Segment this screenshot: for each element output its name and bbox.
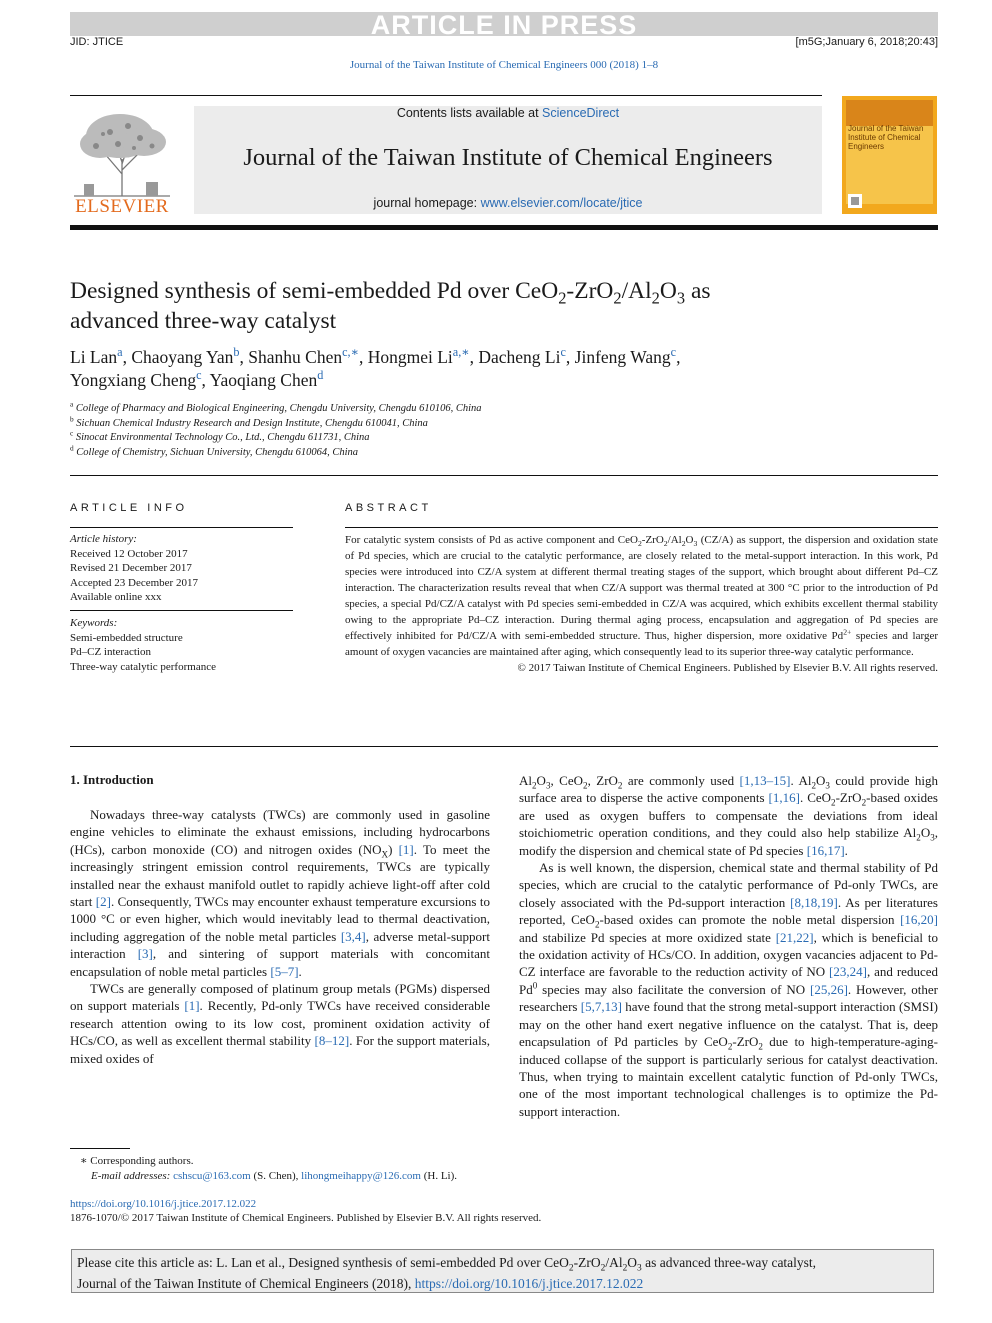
intro-left-column: Nowadays three-way catalysts (TWCs) are commonly used in gasoline engine vehicles to eliminate the exhaust emissions, including hydrocarbons (HCs), carbon monoxide (CO) and nitrogen oxides $(NO_X)$ [1]. To meet the increasingly stringent emission control requirements, TWCs are typically installed near the exhaust manifold outlet to rapidly achieve light-off after cold start [2]. Consequently, TWCs may encounter exhaust temperature excursions to 1000 °C or even higher, which would inevitably lead to thermal deactivation, including aggregation of the noble metal particles [3,4], adverse metal-support interaction [3], and sintering of support materials with concomitant encapsulation of noble metal particles [5–7]. TWCs are generally composed of platinum group metals (PGMs) dispersed on support materials [1]. Recently, Pd-only TWCs have received considerable research attention owing to its low cost, prominent oxidation activity of HCs/CO, as well as excellent thermal stability [8–12]. For the support materials, mixed oxides of <box>70 807 490 1066</box>
author[interactable]: Li Lan$^a$ <box>70 345 123 367</box>
author[interactable]: Shanhu Chen$^{c,∗}$ <box>248 345 359 367</box>
email-link[interactable]: cshscu@163.com <box>173 1170 251 1182</box>
abstract-bottom-rule <box>70 746 938 747</box>
reference-link[interactable]: [16,17] <box>806 842 845 858</box>
author[interactable]: Yaoqiang Chen$^d$ <box>209 368 324 390</box>
reference-link[interactable]: [1] <box>184 998 200 1014</box>
article-history: Article history: Received 12 October 2017 Revised 21 December 2017 Accepted 23 December 2017 Available online xxx <box>70 533 198 604</box>
citation-doi-link[interactable]: https://doi.org/10.1016/j.jtice.2017.12.022 <box>414 1276 644 1291</box>
author[interactable]: Yongxiang Cheng$^c$ <box>70 368 202 390</box>
abstract-heading: ABSTRACT <box>345 502 432 514</box>
email-link[interactable]: lihongmeihappy@126.com <box>301 1170 421 1182</box>
author[interactable]: Jinfeng Wang$^c$ <box>574 345 677 367</box>
article-info-rule <box>70 527 293 528</box>
author[interactable]: Dacheng Li$^c$ <box>478 345 566 367</box>
cover-title: Journal of the Taiwan Institute of Chemical Engineers <box>848 124 924 151</box>
affiliation: $^c$ Sinocat Environmental Technology Co., Ltd., Chengdu 611731, China <box>70 428 370 443</box>
reference-link[interactable]: [2] <box>95 894 111 910</box>
author-list: Li Lan$^a$, Chaoyang Yan$^b$, Shanhu Chen$^{c,∗}$, Hongmei $Li^{a,∗}$, Dacheng Li$^c$, Jinfeng Wang$^c$, Yongxiang Cheng$^c$, Yaoqiang Chen$^d$ <box>70 345 681 390</box>
contents-line: Contents lists available at ScienceDirect <box>396 106 620 120</box>
author[interactable]: Hongmei $Li^{a,∗}$ <box>367 345 470 367</box>
reference-link[interactable]: [1] <box>398 841 414 857</box>
affiliation: $^d$ College of Chemistry, Sichuan University, Chengdu 610064, China <box>70 443 359 458</box>
issn-copyright: 1876-1070/© 2017 Taiwan Institute of Chemical Engineers. Published by Elsevier B.V. All rights reserved. <box>70 1212 542 1224</box>
email-addresses: E-mail addresses: cshscu@163.com (S. Chen), lihongmeihappy@126.com (H. Li). <box>91 1170 458 1182</box>
reference-link[interactable]: [8–12] <box>314 1033 350 1049</box>
reference-link[interactable]: [3,4] <box>340 928 366 944</box>
doi-link[interactable]: https://doi.org/10.1016/j.jtice.2017.12.022 <box>70 1198 257 1210</box>
intro-right-column: $Al_2O_3$, CeO$_2$, ZrO$_2$ are commonly used [1,13–15]. $Al_2O_3$ could provide high surface area to disperse the active components [1,16]. CeO$_2$-ZrO$_2$-based oxides are used as oxygen buffers to compensate the deviations from ideal stoichiometric operation conditions, and they could also help stabilize $Al_2O_3$, modify the dispersion and chemical state of Pd species [16,17]. As is well known, the dispersion, chemical state and thermal stability of Pd species, which are crucial to the catalytic performance of Pd-only TWCs, are closely associated with the Pd-support interaction [8,18,19]. As per literatures reported, CeO$_2$-based oxides can promote the noble metal dispersion [16,20] and stabilize Pd species at more oxidized state [21,22], which is beneficial to the oxidation activity of HCs/CO. In addition, oxygen vacancies adjacent to Pd-CZ interface are favorable to the reduction activity of NO [23,24], and reduced Pd$^0$ species may also facilitate the conversion of NO [25,26]. However, other researchers [5,7,13] have found that the strong metal-support interaction (SMSI) may on the other hand exert negative influence on the catalyst. That is, deep encapsulation of Pd particles by CeO$_2$-ZrO$_2$ due to high-temperature-aging-induced collapse of the support is particularly serious for catalyst deactivation. Thus, when trying to maintain excellent catalytic function of Pd-only TWCs, one of the most important technological challenges is to optimize the Pd-support interaction. <box>519 773 939 1119</box>
journal-cover-thumbnail[interactable] <box>842 96 937 214</box>
article-in-press-banner: ARTICLE IN PRESS <box>70 12 938 36</box>
sciencedirect-link[interactable]: ScienceDirect <box>542 106 620 120</box>
masthead-rule <box>70 225 938 230</box>
footnote-rule <box>70 1148 130 1149</box>
keywords-rule <box>70 610 293 611</box>
homepage-line: journal homepage: www.elsevier.com/locate/jtice <box>373 196 643 210</box>
journal-masthead <box>194 106 822 214</box>
author[interactable]: Chaoyang Yan$^b$ <box>131 345 240 367</box>
jid-label: JID: JTICE <box>70 36 124 48</box>
article-title: Designed synthesis of semi-embedded Pd over $CeO_2-ZrO_2/Al_2O_3$ as advanced three-way catalyst <box>70 278 711 334</box>
elsevier-logo[interactable] <box>70 104 174 218</box>
affiliations <box>70 399 770 460</box>
reference-link[interactable]: [16,20] <box>900 912 939 928</box>
reference-link[interactable]: [21,22] <box>775 929 814 945</box>
affiliation: $^a$ College of Pharmacy and Biological Engineering, Chengdu University, Chengdu 610106, China <box>70 399 482 414</box>
introduction-heading: 1. Introduction <box>70 772 154 787</box>
header-rule <box>70 95 822 96</box>
affiliation: $^b$ Sichuan Chemical Industry Research and Design Institute, Chengdu 610041, China <box>70 414 428 429</box>
reference-link[interactable]: [1,16] <box>768 790 800 806</box>
reference-link[interactable]: [25,26] <box>810 981 848 997</box>
homepage-link[interactable]: www.elsevier.com/locate/jtice <box>480 196 643 210</box>
reference-link[interactable]: [5–7] <box>270 963 299 979</box>
elsevier-wordmark: ELSEVIER <box>75 196 169 217</box>
keywords: Keywords: Semi-embedded structure Pd–CZ interaction Three-way catalytic performance <box>70 617 216 673</box>
journal-citation-line[interactable]: Journal of the Taiwan Institute of Chemical Engineers 000 (2018) 1–8 <box>349 59 659 71</box>
journal-title: Journal of the Taiwan Institute of Chemical Engineers <box>243 144 773 171</box>
reference-link[interactable]: [3] <box>137 946 153 962</box>
reference-link[interactable]: [23,24] <box>829 964 867 980</box>
affiliations-rule <box>70 475 938 476</box>
reference-link[interactable]: [5,7,13] <box>580 999 622 1015</box>
abstract-copyright: © 2017 Taiwan Institute of Chemical Engineers. Published by Elsevier B.V. All rights reserved. <box>517 661 938 674</box>
abstract-rule <box>345 527 938 528</box>
abstract-text: For catalytic system consists of Pd as active component and $CeO_2-ZrO_2/Al_2O_3$ (CZ/A) as support, the dispersion and oxidation state of Pd species, which are crucial to the catalytic performance, are closely related to the metal-support interaction. In this work, Pd species were introduced into CZ/A system at different thermal treating stages of the support, which brought about different Pd–CZ interaction. The characterization results reveal that when CZ/A support was thermal treated at 300 °C prior to the introduction of Pd species, a special Pd/CZ/A catalyst with Pd species semi-embedded in CZ/A was acquired, which exhibits excellent thermal stability owing to the appropriate Pd–CZ interaction. During thermal aging process, encapsulation and aggregation of Pd species are effectively inhibited for Pd/CZ/A with semi-embedded structure. Thus, higher dispersion, more oxidative $Pd^{2+}$ species and larger amount of oxygen vacancies are maintained after aging, which consequently lead to its superior three-way catalytic performance. © 2017 Taiwan Institute of Chemical Engineers. Published by Elsevier B.V. All rights reserved. <box>345 533 938 677</box>
article-info-heading: ARTICLE INFO <box>70 502 188 514</box>
corresponding-authors-note: ∗ Corresponding authors. <box>80 1155 194 1167</box>
reference-link[interactable]: [8,18,19] <box>790 894 838 910</box>
citation-box: Please cite this article as: L. Lan et al., Designed synthesis of semi-embedded Pd over $CeO_2-ZrO_2/Al_2O_3$ as advanced three-way catalyst, Journal of the Taiwan Institute of Chemical Engineers (2018), https://doi.org/10.1016/j.jtice.2017.12.022 <box>71 1249 934 1293</box>
build-stamp: [m5G;January 6, 2018;20:43] <box>795 36 938 48</box>
reference-link[interactable]: [1,13–15] <box>739 773 791 788</box>
elsevier-tree-icon <box>70 104 174 200</box>
elsevier-mini-logo-icon <box>848 194 862 208</box>
